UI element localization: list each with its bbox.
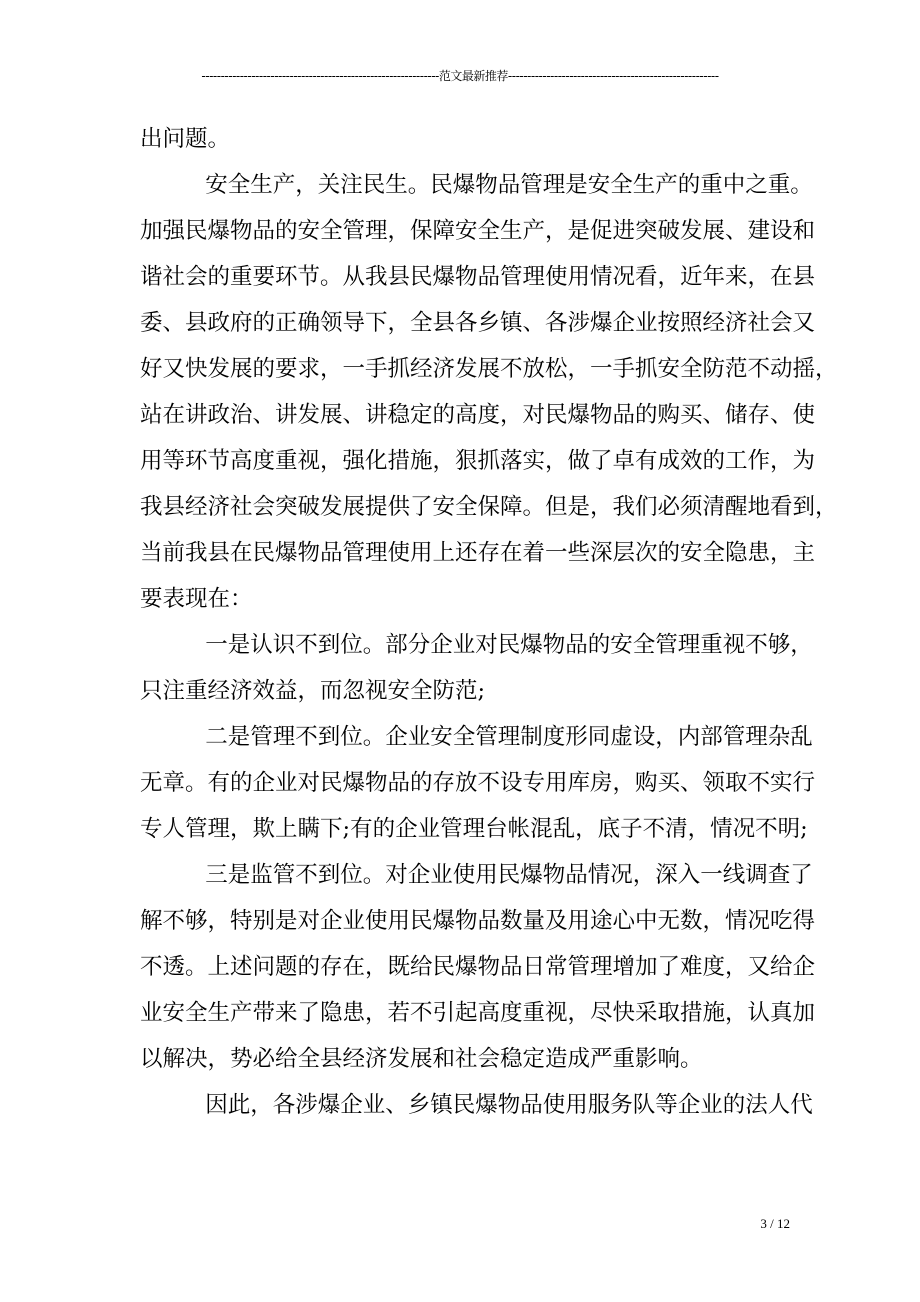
- text-line: 当前我县在民爆物品管理使用上还存在着一些深层次的安全隐患，主: [140, 540, 816, 566]
- page-header: [140, 66, 780, 86]
- text-line: 站在讲政治、讲发展、讲稳定的高度，对民爆物品的购买、储存、使: [140, 402, 816, 428]
- page-number: 3 / 12: [760, 1216, 790, 1231]
- text-line: 不透。上述问题的存在，既给民爆物品日常管理增加了难度，又给企: [140, 954, 816, 980]
- paragraph-therefore: [140, 1082, 813, 1128]
- text-line: 二是管理不到位。企业安全管理制度形同虚设，内部管理杂乱: [205, 724, 813, 750]
- paragraph-point-two: [140, 714, 816, 852]
- paragraph-point-three: [140, 852, 816, 1082]
- text-line: 无章。有的企业对民爆物品的存放不设专用库房，购买、领取不实行: [140, 770, 816, 796]
- text-line: 委、县政府的正确领导下，全县各乡镇、各涉爆企业按照经济社会又: [140, 310, 816, 336]
- header-rule-right: -------------------------------------------------------: [507, 69, 719, 83]
- text-line: 一是认识不到位。部分企业对民爆物品的安全管理重视不够，: [205, 632, 813, 658]
- paragraph-continuation: [140, 116, 784, 162]
- text-line: 加强民爆物品的安全管理，保障安全生产，是促进突破发展、建设和: [140, 218, 816, 244]
- text-line: 我县经济社会突破发展提供了安全保障。但是，我们必须清醒地看到，: [140, 494, 838, 520]
- text-line: 三是监管不到位。对企业使用民爆物品情况，深入一线调查了: [205, 862, 813, 888]
- text-line: 专人管理，欺上瞒下;有的企业管理台帐混乱，底子不清，情况不明;: [140, 816, 808, 842]
- text-line: 因此，各涉爆企业、乡镇民爆物品使用服务队等企业的法人代: [205, 1092, 813, 1118]
- paragraph-point-one: [140, 622, 813, 714]
- text-line: 用等环节高度重视，强化措施，狠抓落实，做了卓有成效的工作，为: [140, 448, 816, 474]
- text-line: 解不够，特别是对企业使用民爆物品数量及用途心中无数，情况吃得: [140, 908, 816, 934]
- document-body: [140, 116, 838, 1128]
- text-line: 谐社会的重要环节。从我县民爆物品管理使用情况看，近年来，在县: [140, 264, 816, 290]
- text-line: 只注重经济效益，而忽视安全防范;: [140, 678, 486, 704]
- header-title: 范文最新推荐: [438, 69, 508, 83]
- text-line: 出问题。: [140, 126, 231, 152]
- paragraph-safety-production: [140, 162, 838, 622]
- text-line: 要表现在：: [140, 586, 253, 612]
- text-line: 好又快发展的要求，一手抓经济发展不放松，一手抓安全防范不动摇，: [140, 356, 838, 382]
- text-line: 安全生产，关注民生。民爆物品管理是安全生产的重中之重。: [205, 172, 813, 198]
- text-line: 以解决，势必给全县经济发展和社会稳定造成严重影响。: [140, 1046, 703, 1072]
- text-line: 业安全生产带来了隐患，若不引起高度重视，尽快采取措施，认真加: [140, 1000, 816, 1026]
- header-rule-left: --------------------------------------------------------------: [201, 69, 439, 83]
